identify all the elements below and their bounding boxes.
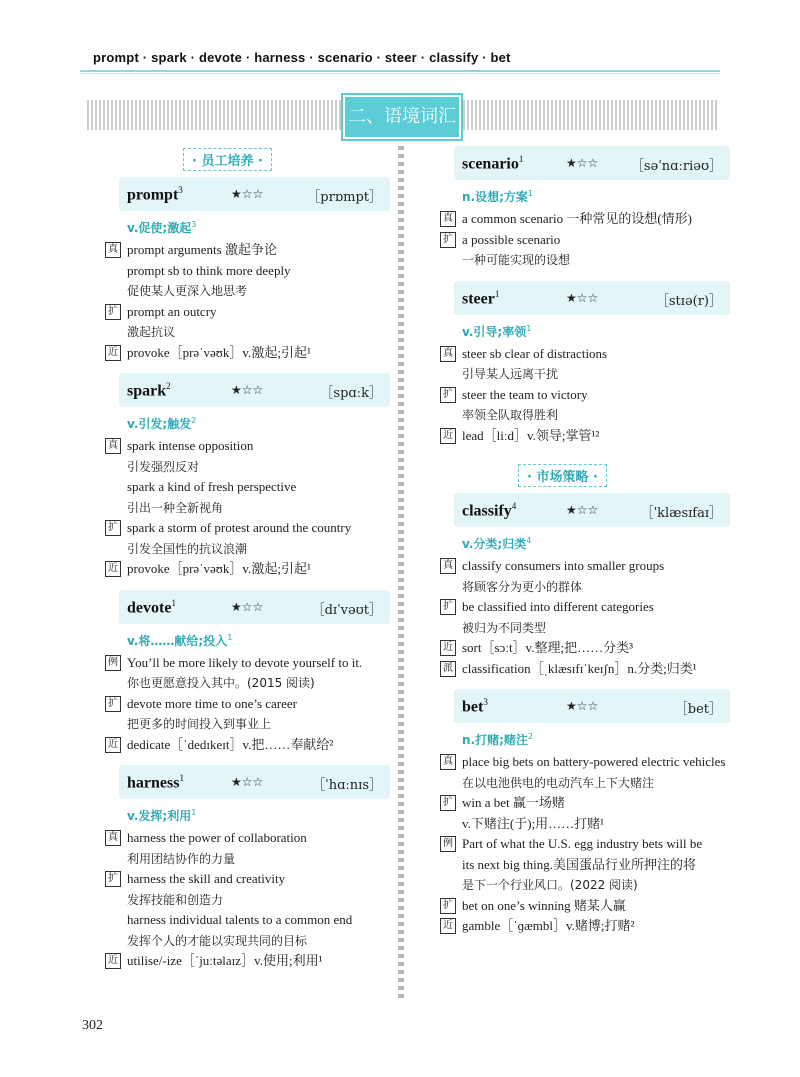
example-line: [440, 426, 730, 447]
line-text: 把更多的时间投入到事业上: [127, 717, 272, 731]
line-text: win a bet 赢一场赌: [462, 795, 565, 810]
word-header: [454, 146, 730, 180]
example-line: [440, 834, 730, 855]
example-line: [105, 849, 390, 870]
example-line: [105, 477, 390, 498]
label-box: 扩: [440, 898, 456, 914]
pos-text: n.设想;方案: [462, 190, 528, 204]
part-of-speech: [462, 323, 730, 340]
example-line: [105, 653, 390, 674]
example-line: [105, 343, 390, 364]
line-text: 发挥个人的才能以实现共同的目标: [127, 933, 308, 948]
word-entry: [440, 493, 730, 679]
line-text: 一种可能实现的设想: [462, 253, 571, 267]
frequency-sup: 1: [179, 773, 184, 783]
example-line: [105, 890, 390, 911]
example-line: [440, 230, 730, 251]
star-rating: ★☆☆: [231, 187, 264, 201]
example-line: [105, 539, 390, 560]
word-entry: [440, 281, 730, 447]
line-text: harness individual talents to a common end: [127, 912, 353, 927]
star-rating: ★☆☆: [231, 383, 264, 397]
part-of-speech: [462, 188, 730, 205]
label-box: 近: [440, 428, 456, 444]
label-box: 近: [105, 561, 121, 577]
part-of-speech: [127, 415, 390, 432]
pos-sup: 2: [527, 732, 533, 741]
headword-text: classify: [462, 502, 512, 520]
pos-sup: 3: [191, 220, 197, 229]
example-line: [440, 405, 730, 426]
example-line: [105, 910, 390, 931]
left-column: [105, 140, 390, 982]
label-box: 近: [105, 345, 121, 361]
line-text: 激起抗议: [127, 325, 176, 339]
part-of-speech: [462, 535, 730, 552]
frequency-sup: 1: [518, 154, 524, 164]
column-divider: [398, 146, 404, 1000]
line-text: 发挥技能和创造力: [127, 892, 224, 907]
part-of-speech: [462, 731, 730, 748]
example-line: [440, 209, 730, 230]
example-line: [105, 518, 390, 539]
star-rating: ★☆☆: [566, 699, 599, 713]
label-box: 真: [105, 830, 121, 846]
line-text: 引出一种全新视角: [127, 500, 224, 515]
example-line: [440, 577, 730, 598]
right-column: [440, 146, 730, 947]
frequency-sup: 1: [171, 597, 176, 608]
label-box: 派: [440, 661, 456, 677]
headword: [127, 598, 176, 617]
example-line: [440, 875, 730, 896]
line-text: a common scenario 一种常见的设想(情形): [462, 211, 692, 226]
frequency-sup: 2: [166, 381, 171, 391]
example-line: [105, 951, 390, 972]
label-box: 近: [105, 953, 121, 969]
example-line: [440, 556, 730, 577]
word-entry: [105, 373, 390, 580]
star-rating: ★☆☆: [566, 156, 599, 170]
word-header: [454, 689, 730, 723]
label-box: 真: [440, 558, 456, 574]
headword-text: devote: [127, 598, 172, 616]
phonetic: ［stɪə(r)］: [655, 293, 722, 309]
example-line: [105, 302, 390, 323]
label-box: 扩: [440, 599, 456, 615]
phonetic: ［dɪˈvəʊt］: [311, 602, 382, 618]
label-box: 扩: [105, 871, 121, 887]
word-entry: [105, 590, 390, 756]
example-line: [440, 814, 730, 835]
frequency-sup: 1: [494, 288, 500, 299]
label-box: 近: [105, 737, 121, 753]
headword-text: spark: [127, 382, 167, 400]
pos-sup: 1: [526, 323, 532, 333]
word-header: [119, 177, 390, 211]
example-line: [440, 344, 730, 365]
line-text: provoke［prəˈvəʊk］v.激起;引起¹: [127, 344, 311, 360]
line-text: classification［ˌklæsɪfɪˈkeɪʃn］n.分类;归类¹: [462, 660, 697, 676]
pos-text: v.分类;归类: [462, 537, 527, 551]
example-line: [440, 597, 730, 618]
example-line: [105, 694, 390, 715]
line-text: 率领全队取得胜利: [462, 408, 559, 422]
example-line: [440, 618, 730, 639]
phonetic: ［səˈnɑːriəʊ］: [630, 159, 722, 174]
pos-text: v.发挥;利用: [127, 809, 192, 823]
line-text: place big bets on battery-powered electric vehicles: [462, 754, 726, 769]
example-line: [105, 735, 390, 756]
headword: [462, 697, 488, 716]
page-number: 302: [82, 1018, 103, 1033]
line-text: spark intense opposition: [127, 438, 254, 453]
section-tag: · 市场策略 ·: [518, 464, 607, 487]
example-line: [440, 250, 730, 271]
line-text: harness the skill and creativity: [127, 871, 286, 886]
label-box: 扩: [105, 520, 121, 536]
part-of-speech: [127, 807, 390, 824]
line-text: steer the team to victory: [462, 386, 588, 402]
label-box: 近: [440, 918, 456, 934]
headword-text: bet: [462, 698, 484, 716]
phonetic: ［spɑːk］: [320, 386, 382, 401]
example-line: [440, 916, 730, 937]
label-box: 扩: [440, 387, 456, 403]
line-text: Part of what the U.S. egg industry bets will be: [462, 836, 703, 851]
word-entry: [440, 146, 730, 271]
headword: [462, 501, 516, 520]
example-line: [105, 869, 390, 890]
pos-sup: 1: [227, 632, 233, 642]
label-box: 扩: [440, 795, 456, 811]
word-header: [119, 590, 390, 624]
example-line: [440, 364, 730, 385]
star-rating: ★☆☆: [231, 599, 264, 614]
label-box: 例: [105, 655, 121, 671]
word-header: [119, 373, 390, 407]
line-text: sort［sɔːt］v.整理;把……分类³: [462, 640, 633, 655]
line-text: 引发全国性的抗议浪潮: [127, 541, 248, 556]
example-line: [105, 457, 390, 478]
line-text: 引导某人远离干扰: [462, 367, 559, 381]
label-box: 真: [440, 211, 456, 227]
pos-text: v.促使;激起: [127, 221, 192, 235]
headword-text: prompt: [127, 186, 179, 204]
pos-sup: 1: [527, 189, 533, 198]
line-text: You’ll be more likely to devote yourself to it.: [127, 654, 363, 670]
example-line: [440, 855, 730, 876]
line-text: 在以电池供电的电动汽车上下大赌注: [462, 775, 655, 790]
headword: [462, 154, 523, 173]
header-rule-thin: [80, 73, 720, 74]
label-box: 真: [105, 438, 121, 454]
example-line: [105, 261, 390, 282]
label-box: 扩: [105, 304, 121, 320]
line-text: lead［liːd］v.领导;掌管¹²: [462, 427, 600, 443]
pos-text: v.引导;率领: [462, 324, 527, 339]
line-text: prompt an outcry: [127, 303, 217, 319]
line-text: 被归为不同类型: [462, 620, 547, 635]
line-text: classify consumers into smaller groups: [462, 558, 665, 573]
line-text: gamble［ˈɡæmbl］v.赌博;打赌²: [462, 918, 635, 933]
example-line: [105, 436, 390, 457]
example-line: [105, 931, 390, 952]
frequency-sup: 4: [511, 501, 517, 511]
word-header: [454, 281, 730, 315]
line-text: 引发强烈反对: [127, 459, 200, 474]
line-text: be classified into different categories: [462, 599, 654, 614]
headword: [462, 289, 499, 308]
pos-sup: 2: [191, 416, 197, 425]
star-rating: ★☆☆: [231, 775, 264, 789]
headword-text: steer: [462, 289, 495, 307]
example-line: [105, 559, 390, 580]
label-box: 真: [105, 242, 121, 258]
line-text: spark a storm of protest around the country: [127, 520, 352, 535]
word-entry: [105, 765, 390, 972]
star-rating: ★☆☆: [566, 290, 599, 305]
example-line: [440, 659, 730, 680]
line-text: prompt arguments 激起争论: [127, 242, 277, 257]
example-line: [440, 385, 730, 406]
headword: [127, 773, 184, 792]
line-text: 是下一个行业风口。(2022 阅读): [462, 878, 638, 892]
pos-sup: 4: [526, 536, 532, 545]
pos-text: v.将……献给;投入: [127, 633, 228, 648]
label-box: 扩: [440, 232, 456, 248]
headword: [127, 381, 171, 400]
line-text: its next big thing.美国蛋品行业所押注的将: [462, 856, 697, 872]
label-box: 扩: [105, 696, 121, 712]
example-line: [440, 896, 730, 917]
label-box: 真: [440, 754, 456, 770]
part-of-speech: [127, 219, 390, 236]
line-text: 将顾客分为更小的群体: [462, 579, 583, 594]
section-title: 二、语境词汇: [343, 95, 461, 139]
pos-text: n.打赌;赌注: [462, 733, 528, 747]
line-text: utilise/-ize［ˈjuːtəlaɪz］v.使用;利用¹: [127, 953, 323, 968]
example-line: [105, 498, 390, 519]
example-line: [105, 240, 390, 261]
line-text: v.下赌注(于);用……打赌¹: [462, 815, 605, 831]
phonetic: ［bet］: [674, 702, 722, 717]
line-text: harness the power of collaboration: [127, 830, 307, 845]
line-text: 促使某人更深入地思考: [127, 284, 248, 298]
word-entry: [105, 177, 390, 363]
line-text: 你也更愿意投入其中。(2015 阅读): [127, 676, 315, 690]
phonetic: ［prɒmpt］: [307, 190, 382, 205]
label-box: 例: [440, 836, 456, 852]
star-rating: ★☆☆: [566, 503, 599, 517]
phonetic: ［ˈklæsɪfaɪ］: [640, 506, 722, 521]
example-line: [440, 793, 730, 814]
example-line: [440, 773, 730, 794]
line-text: steer sb clear of distractions: [462, 345, 608, 361]
line-text: 利用团结协作的力量: [127, 851, 236, 866]
phonetic: ［ˈhɑːnɪs］: [312, 778, 382, 793]
headword: [127, 185, 183, 204]
section-tag: · 员工培养 ·: [183, 148, 272, 171]
line-text: prompt sb to think more deeply: [127, 262, 291, 278]
example-line: [105, 828, 390, 849]
pos-text: v.引发;触发: [127, 417, 192, 431]
word-entry: [440, 689, 730, 937]
headword-text: harness: [127, 774, 180, 792]
part-of-speech: [127, 632, 390, 649]
line-text: spark a kind of fresh perspective: [127, 479, 297, 494]
line-text: a possible scenario: [462, 231, 561, 247]
label-box: 近: [440, 640, 456, 656]
example-line: [105, 322, 390, 343]
example-line: [440, 638, 730, 659]
example-line: [440, 752, 730, 773]
frequency-sup: 3: [178, 185, 183, 195]
header-rule: [80, 70, 720, 72]
frequency-sup: 3: [483, 697, 488, 707]
line-text: provoke［prəˈvəʊk］v.激起;引起¹: [127, 561, 311, 576]
headword-text: scenario: [462, 155, 519, 173]
example-line: [105, 714, 390, 735]
word-header: [119, 765, 390, 799]
example-line: [105, 281, 390, 302]
line-text: dedicate［ˈdedɪkeɪt］v.把……奉献给²: [127, 736, 334, 752]
line-text: bet on one’s winning 赌某人赢: [462, 897, 626, 913]
page-header: prompt · spark · devote · harness · scenario · steer · classify · bet: [93, 50, 511, 65]
example-line: [105, 673, 390, 694]
word-header: [454, 493, 730, 527]
label-box: 真: [440, 346, 456, 362]
pos-sup: 1: [191, 808, 197, 817]
line-text: devote more time to one’s career: [127, 695, 298, 711]
